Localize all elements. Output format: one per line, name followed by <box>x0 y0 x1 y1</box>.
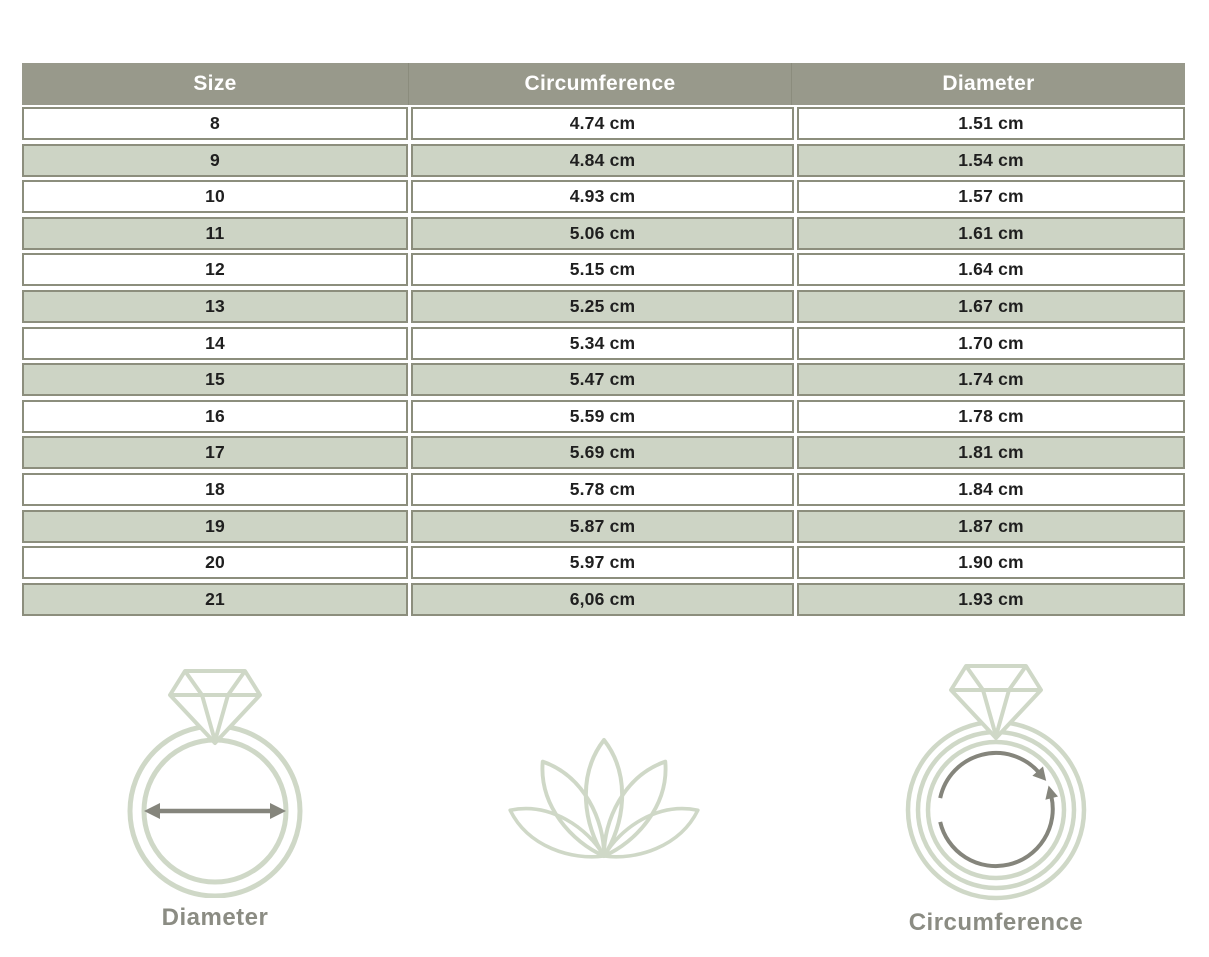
cell-circumference: 4.84 cm <box>411 144 794 177</box>
cell-circumference: 6,06 cm <box>411 583 794 616</box>
cell-circumference: 5.34 cm <box>411 327 794 360</box>
cell-diameter: 1.87 cm <box>797 510 1185 543</box>
ring-circumference-icon <box>881 658 1111 903</box>
cell-size: 9 <box>22 144 408 177</box>
cell-diameter: 1.90 cm <box>797 546 1185 579</box>
table-row <box>22 363 1185 396</box>
circumference-figure <box>881 658 1111 937</box>
cell-circumference: 5.78 cm <box>411 473 794 506</box>
cell-size: 13 <box>22 290 408 323</box>
table-row <box>22 510 1185 543</box>
ring-diameter-icon <box>100 663 330 898</box>
cell-circumference: 5.15 cm <box>411 253 794 286</box>
diameter-label: Diameter <box>161 904 269 931</box>
table-row <box>22 583 1185 616</box>
diameter-figure <box>100 663 330 932</box>
ring-size-table <box>22 63 1185 616</box>
cell-size: 10 <box>22 180 408 213</box>
lotus-logo <box>459 706 749 866</box>
cell-size: 16 <box>22 400 408 433</box>
cell-circumference: 5.47 cm <box>411 363 794 396</box>
column-header-diameter: Diameter <box>942 72 1035 95</box>
cell-size: 21 <box>22 583 408 616</box>
table-row <box>22 144 1185 177</box>
cell-size: 18 <box>22 473 408 506</box>
cell-circumference: 5.97 cm <box>411 546 794 579</box>
cell-size: 12 <box>22 253 408 286</box>
cell-diameter: 1.64 cm <box>797 253 1185 286</box>
cell-size: 11 <box>22 217 408 250</box>
cell-diameter: 1.84 cm <box>797 473 1185 506</box>
table-row <box>22 253 1185 286</box>
cell-circumference: 5.06 cm <box>411 217 794 250</box>
cell-circumference: 5.69 cm <box>411 436 794 469</box>
cell-diameter: 1.51 cm <box>797 107 1185 140</box>
table-row <box>22 473 1185 506</box>
table-row <box>22 107 1185 140</box>
lotus-icon <box>459 706 749 866</box>
cell-size: 15 <box>22 363 408 396</box>
cell-diameter: 1.67 cm <box>797 290 1185 323</box>
cell-circumference: 5.59 cm <box>411 400 794 433</box>
cell-size: 20 <box>22 546 408 579</box>
cell-diameter: 1.74 cm <box>797 363 1185 396</box>
cell-circumference: 4.74 cm <box>411 107 794 140</box>
table-row <box>22 217 1185 250</box>
cell-diameter: 1.81 cm <box>797 436 1185 469</box>
cell-size: 19 <box>22 510 408 543</box>
cell-diameter: 1.70 cm <box>797 327 1185 360</box>
table-row <box>22 180 1185 213</box>
cell-diameter: 1.57 cm <box>797 180 1185 213</box>
table-row <box>22 400 1185 433</box>
table-row <box>22 290 1185 323</box>
circumference-label: Circumference <box>908 909 1084 936</box>
column-header-size: Size <box>22 63 409 105</box>
column-header-circumference: Circumference <box>409 63 792 105</box>
cell-diameter: 1.93 cm <box>797 583 1185 616</box>
table-row <box>22 436 1185 469</box>
table-row <box>22 327 1185 360</box>
cell-diameter: 1.61 cm <box>797 217 1185 250</box>
cell-circumference: 5.25 cm <box>411 290 794 323</box>
table-row <box>22 546 1185 579</box>
cell-circumference: 5.87 cm <box>411 510 794 543</box>
table-body <box>22 107 1185 616</box>
table-header-row <box>22 63 1185 105</box>
cell-circumference: 4.93 cm <box>411 180 794 213</box>
cell-size: 17 <box>22 436 408 469</box>
cell-diameter: 1.54 cm <box>797 144 1185 177</box>
cell-size: 14 <box>22 327 408 360</box>
cell-diameter: 1.78 cm <box>797 400 1185 433</box>
cell-size: 8 <box>22 107 408 140</box>
